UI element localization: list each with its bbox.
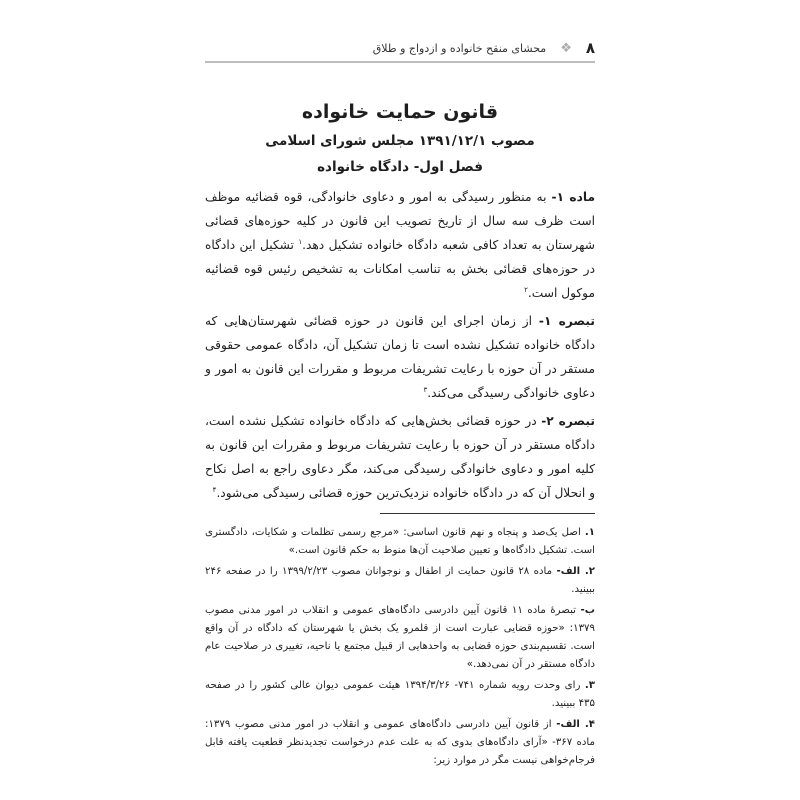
footnote-rule — [380, 513, 595, 514]
footnote-label: ۲. الف- — [556, 566, 595, 577]
note-text: در حوزه قضائی بخش‌هایی که دادگاه خانواده تشکیل نشده است، دادگاه مستقر در آن حوزه با رعایت تشریفات مربوط و مقررات این قانون به کلیه امور و دعاوی خانوادگی رسیدگی می‌کند، مگر دعاوی راجع به اصل نکاح و انحلال آن که در دادگاه خانواده نزدیک‌ترین حوزه قضائی رسیدگی می‌شود. — [205, 414, 595, 500]
footnote-label: ب- — [580, 605, 595, 616]
footnote — [205, 563, 595, 599]
footnote-ref[interactable]: ۴ — [212, 485, 217, 494]
diamond-ornament-icon: ❖ — [560, 40, 572, 56]
footnote — [205, 677, 595, 713]
article-1 — [205, 185, 595, 305]
running-title: محشای منقح خانواده و ازدواج و طلاق — [372, 41, 547, 55]
article-text: تشکیل این دادگاه در حوزه‌های قضائی بخش به تناسب امکانات به تشخیص رئیس قوه قضائیه موکول است. — [205, 238, 595, 300]
note-text: از زمان اجرای این قانون در حوزه قضائی شهرستان‌هایی که دادگاه خانواده تشکیل نشده است تا زمان تشکیل آن، دادگاه عمومی حقوقی مستقر در آن حوزه با رعایت تشریفات مربوط و مقررات این قانون به امور و دعاوی خانوادگی رسیدگی می‌کند. — [205, 314, 595, 400]
footnote-text: تبصرهٔ ماده ۱۱ قانون آیین دادرسی دادگاه‌های عمومی و انقلاب در امور مدنی مصوب ۱۳۷۹: «حوزه قضایی عبارت است از قلمرو یک بخش یا شهرستان که دادگاه در آن واقع است. تقسیم‌بندی حوزه قضایی به واحدهایی از قبیل مجتمع یا ناحیه، تغییری در صلاحیت عام دادگاه مستقر در آن نمی‌دهد.» — [205, 605, 595, 670]
footnote-label: ۱. — [584, 527, 595, 538]
footnotes — [205, 524, 595, 793]
chapter-heading: فصل اول- دادگاه خانواده — [317, 159, 483, 175]
footnote-ref[interactable]: ۲ — [524, 285, 528, 294]
footnote — [205, 524, 595, 560]
footnote — [205, 602, 595, 674]
footnote-label: ۳. — [584, 680, 595, 691]
footnote-text: ماده ۲۸ قانون حمایت از اطفال و نوجوانان مصوب ۱۳۹۹/۲/۲۳ را در صفحه ۲۴۶ ببینید. — [205, 566, 595, 595]
articles — [205, 185, 595, 505]
footnote-text: رای وحدت رویه شماره ۷۴۱- ۱۳۹۴/۳/۲۶ هیئت عمومی دیوان عالی کشور را در صفحه ۴۳۵ ببینید. — [205, 680, 595, 709]
footnote-ref[interactable]: ۳ — [423, 385, 428, 394]
article-label: ماده ۱- — [551, 190, 595, 204]
article-text: به منظور رسیدگی به امور و دعاوی خانوادگی، قوه قضائیه موظف است ظرف سه سال از تاریخ تصویب این قانون در کلیه حوزه‌های قضائی شهرستان به تعداد کافی شعبه دادگاه خانواده تشکیل دهد. — [205, 190, 595, 252]
header-rule — [205, 61, 595, 63]
page-number: ۸ — [585, 39, 595, 57]
footnote-ref[interactable]: ۱ — [298, 237, 303, 246]
note-1 — [205, 309, 595, 405]
law-subtitle: مصوب ۱۳۹۱/۱۲/۱ مجلس شورای اسلامی — [265, 133, 535, 149]
footnote-label: ۴. الف- — [556, 719, 595, 730]
note-label: تبصره ۱- — [538, 314, 595, 328]
running-header — [205, 36, 595, 60]
book-page — [205, 0, 595, 793]
footnote-text: از قانون آیین دادرسی دادگاه‌های عمومی و انقلاب در امور مدنی مصوب ۱۳۷۹: ماده ۳۶۷- «آرای دادگاه‌های بدوی که به علت عدم درخواست تجدیدنظر قطعیت یافته قابل فرجام‌خواهی نیست مگر در موارد زیر: — [205, 719, 595, 766]
note-label: تبصره ۲- — [541, 414, 595, 428]
note-2 — [205, 409, 595, 505]
footnote-text: اصل یک‌صد و پنجاه و نهم قانون اساسی: «مرجع رسمی تظلمات و شکایات، دادگستری است. تشکیل دادگاه‌ها و تعیین صلاحیت آن‌ها منوط به حکم قانون است.» — [205, 527, 595, 556]
law-title: قانون حمایت خانواده — [301, 101, 499, 123]
footnote — [205, 716, 595, 770]
